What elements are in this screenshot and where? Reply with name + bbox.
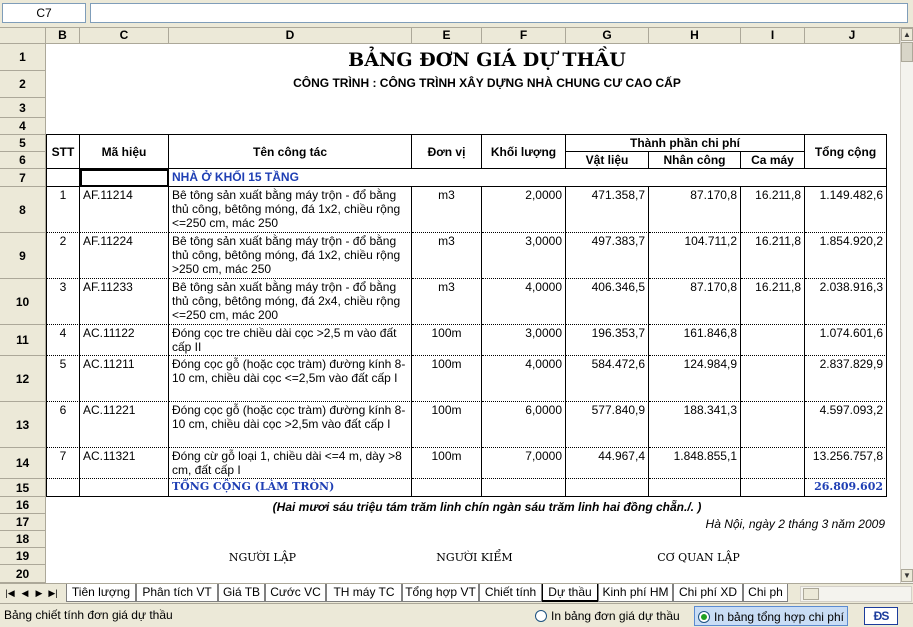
item-3-vl[interactable]: 406.346,5 [566, 279, 649, 325]
sheet-tab-10[interactable]: Chi phí XD [673, 584, 743, 602]
item-2-kl[interactable]: 3,0000 [482, 233, 566, 279]
item-3-ten[interactable]: Bê tông sản xuất bằng máy trộn - đổ bằng thủ công, bêtông móng, đá 2x4, chiều rộng <=250 cm, mác 200 [169, 279, 412, 325]
item-6-stt[interactable]: 6 [47, 402, 80, 448]
section-label: NHÀ Ở KHỐI 15 TẦNG [169, 169, 887, 187]
radio-unselected-icon[interactable] [535, 610, 547, 622]
signature-agency: CƠ QUAN LẬP [657, 551, 740, 564]
item-4-ma[interactable]: AC.11122 [80, 325, 169, 356]
item-5-tc[interactable]: 2.837.829,9 [805, 356, 887, 402]
cell-f15 [482, 479, 566, 497]
cell-b15 [47, 479, 80, 497]
sheet-tab-7[interactable]: Chiết tính [479, 584, 542, 602]
item-5-ten[interactable]: Đóng cọc gỗ (hoặc cọc tràm) đường kính 8-10 cm, chiều dài cọc <=2,5m vào đất cấp I [169, 356, 412, 402]
item-1-cm[interactable]: 16.211,8 [741, 187, 805, 233]
item-7-kl[interactable]: 7,0000 [482, 448, 566, 479]
signature-preparer: NGƯỜI LẬP [228, 551, 297, 564]
column-header-i[interactable]: I [741, 28, 805, 44]
item-6-dv[interactable]: 100m [412, 402, 482, 448]
select-all-corner[interactable] [0, 28, 46, 44]
cell-i15 [741, 479, 805, 497]
row-header-4[interactable]: 4 [0, 118, 46, 135]
status-bar [0, 603, 913, 627]
scroll-down-icon[interactable]: ▼ [901, 569, 913, 582]
header-ma-hieu: Mã hiệu [80, 135, 169, 169]
hscroll-thumb[interactable] [803, 588, 819, 600]
date-line: Hà Nội, ngày 2 tháng 3 năm 2009 [705, 517, 885, 531]
cell-c15 [80, 479, 169, 497]
item-4-nc[interactable]: 161.846,8 [649, 325, 741, 356]
prev-sheet-icon[interactable]: ◀ [21, 588, 29, 598]
row-header-11[interactable]: 11 [0, 325, 46, 356]
header-don-vi: Đơn vị [412, 135, 482, 169]
item-7-cm[interactable] [741, 448, 805, 479]
last-sheet-icon[interactable]: ▶| [48, 588, 58, 598]
total-label: TỔNG CỘNG (LÀM TRÒN) [169, 479, 412, 497]
item-5-kl[interactable]: 4,0000 [482, 356, 566, 402]
item-2-nc[interactable]: 104.711,2 [649, 233, 741, 279]
item-6-nc[interactable]: 188.341,3 [649, 402, 741, 448]
signature-checker: NGƯỜI KIỂM [436, 551, 513, 564]
header-vat-lieu: Vật liệu [566, 152, 649, 169]
item-6-kl[interactable]: 6,0000 [482, 402, 566, 448]
amount-in-words: (Hai mươi sáu triệu tám trăm linh chín ngàn sáu trăm linh hai đồng chẵn./. ) [272, 500, 702, 514]
item-7-ma[interactable]: AC.11321 [80, 448, 169, 479]
item-2-ten[interactable]: Bê tông sản xuất bằng máy trộn - đổ bằng thủ công, bêtông móng, đá 1x2, chiều rộng >250 cm, mác 250 [169, 233, 412, 279]
column-header-j[interactable]: J [805, 28, 900, 44]
item-6-vl[interactable]: 577.840,9 [566, 402, 649, 448]
document-title: BẢNG ĐƠN GIÁ DỰ THẦU [348, 49, 626, 71]
scroll-up-icon[interactable]: ▲ [901, 28, 913, 41]
header-tong-cong: Tổng cộng [805, 135, 887, 169]
item-1-nc[interactable]: 87.170,8 [649, 187, 741, 233]
item-2-cm[interactable]: 16.211,8 [741, 233, 805, 279]
column-header-f[interactable]: F [482, 28, 566, 44]
item-4-kl[interactable]: 3,0000 [482, 325, 566, 356]
item-6-ma[interactable]: AC.11221 [80, 402, 169, 448]
cell-e15 [412, 479, 482, 497]
sheet-tab-4[interactable]: Cước VC [265, 584, 326, 602]
item-4-stt[interactable]: 4 [47, 325, 80, 356]
item-3-kl[interactable]: 4,0000 [482, 279, 566, 325]
sheet-tab-8[interactable]: Dự thầu [542, 584, 598, 602]
radio-selected-icon[interactable] [698, 611, 710, 623]
item-3-cm[interactable]: 16.211,8 [741, 279, 805, 325]
item-2-ma[interactable]: AF.11224 [80, 233, 169, 279]
item-7-tc[interactable]: 13.256.757,8 [805, 448, 887, 479]
item-1-ma[interactable]: AF.11214 [80, 187, 169, 233]
vertical-scrollbar[interactable] [900, 28, 913, 583]
item-4-dv[interactable]: 100m [412, 325, 482, 356]
item-1-dv[interactable]: m3 [412, 187, 482, 233]
item-5-stt[interactable]: 5 [47, 356, 80, 402]
sheet-tab-9[interactable]: Kinh phí HM [598, 584, 673, 602]
row-header-6[interactable]: 6 [0, 152, 46, 169]
row-header-5[interactable]: 5 [0, 135, 46, 152]
item-5-vl[interactable]: 584.472,6 [566, 356, 649, 402]
first-sheet-icon[interactable]: |◀ [5, 588, 15, 598]
item-6-cm[interactable] [741, 402, 805, 448]
sheet-tab-3[interactable]: Giá TB [218, 584, 265, 602]
status-text: Bảng chiết tính đơn giá dự thầu [4, 608, 173, 622]
item-5-nc[interactable]: 124.984,9 [649, 356, 741, 402]
item-7-vl[interactable]: 44.967,4 [566, 448, 649, 479]
header-ten-cong-tac: Tên công tác [169, 135, 412, 169]
next-sheet-icon[interactable]: ▶ [35, 588, 43, 598]
item-1-kl[interactable]: 2,0000 [482, 187, 566, 233]
column-header-b[interactable]: B [46, 28, 80, 44]
item-6-tc[interactable]: 4.597.093,2 [805, 402, 887, 448]
row-header-17[interactable]: 17 [0, 514, 46, 531]
sheet-tab-5[interactable]: TH máy TC [326, 584, 402, 602]
column-header-h[interactable]: H [649, 28, 741, 44]
print-summary-option[interactable] [694, 606, 848, 626]
sheet-tab-2[interactable]: Phân tích VT [136, 584, 218, 602]
row-header-19[interactable]: 19 [0, 548, 46, 565]
app-logo-icon: ĐS [864, 607, 898, 625]
item-1-stt[interactable]: 1 [47, 187, 80, 233]
item-4-ten[interactable]: Đóng cọc tre chiều dài cọc >2,5 m vào đất cấp II [169, 325, 412, 356]
item-6-ten[interactable]: Đóng cọc gỗ (hoặc cọc tràm) đường kính 8-10 cm, chiều dài cọc >2,5m vào đất cấp I [169, 402, 412, 448]
item-5-cm[interactable] [741, 356, 805, 402]
row-header-9[interactable]: 9 [0, 233, 46, 279]
item-2-stt[interactable]: 2 [47, 233, 80, 279]
row-header-2[interactable]: 2 [0, 71, 46, 98]
item-3-dv[interactable]: m3 [412, 279, 482, 325]
item-4-vl[interactable]: 196.353,7 [566, 325, 649, 356]
item-1-tc[interactable]: 1.149.482,6 [805, 187, 887, 233]
row-header-10[interactable]: 10 [0, 279, 46, 325]
row-header-14[interactable]: 14 [0, 448, 46, 479]
header-khoi-luong: Khối lượng [482, 135, 566, 169]
cell-b7[interactable] [47, 169, 80, 187]
cell-h15 [649, 479, 741, 497]
row-header-3[interactable]: 3 [0, 98, 46, 118]
total-value: 26.809.602 [805, 479, 887, 497]
row-header-16[interactable]: 16 [0, 497, 46, 514]
item-5-dv[interactable]: 100m [412, 356, 482, 402]
row-header-18[interactable]: 18 [0, 531, 46, 548]
item-2-dv[interactable]: m3 [412, 233, 482, 279]
item-3-ma[interactable]: AF.11233 [80, 279, 169, 325]
name-box[interactable]: C7 [2, 3, 86, 23]
item-3-nc[interactable]: 87.170,8 [649, 279, 741, 325]
item-7-nc[interactable]: 1.848.855,1 [649, 448, 741, 479]
column-header-g[interactable]: G [566, 28, 649, 44]
header-nhan-cong: Nhân công [649, 152, 741, 169]
item-1-ten[interactable]: Bê tông sản xuất bằng máy trộn - đổ bằng thủ công, bêtông móng, đá 1x2, chiều rộng <=250 cm, mác 250 [169, 187, 412, 233]
scroll-thumb[interactable] [901, 42, 913, 62]
print-unit-price-label: In bảng đơn giá dự thầu [551, 609, 680, 623]
header-stt: STT [47, 135, 80, 169]
item-1-vl[interactable]: 471.358,7 [566, 187, 649, 233]
column-header-e[interactable]: E [412, 28, 482, 44]
column-header-c[interactable]: C [80, 28, 169, 44]
column-header-d[interactable]: D [169, 28, 412, 44]
formula-bar [0, 0, 913, 28]
horizontal-scrollbar[interactable] [800, 586, 912, 602]
sheet-tab-11[interactable]: Chi ph [743, 584, 788, 602]
cell-g15 [566, 479, 649, 497]
item-4-tc[interactable]: 1.074.601,6 [805, 325, 887, 356]
sheet-tab-6[interactable]: Tổng hợp VT [402, 584, 479, 602]
selected-cell-c7[interactable] [80, 169, 169, 187]
print-unit-price-option[interactable] [535, 606, 680, 626]
item-3-tc[interactable]: 2.038.916,3 [805, 279, 887, 325]
row-header-20[interactable]: 20 [0, 565, 46, 583]
item-7-ten[interactable]: Đóng cừ gỗ loại 1, chiều dài <=4 m, dày >8 cm, đất cấp I [169, 448, 412, 479]
document-subtitle: CÔNG TRÌNH : CÔNG TRÌNH XÂY DỰNG NHÀ CHUNG CƯ CAO CẤP [293, 76, 681, 90]
row-header-8[interactable]: 8 [0, 187, 46, 233]
header-thanh-phan-chi-phi: Thành phần chi phí [566, 135, 805, 152]
spreadsheet-grid[interactable] [0, 28, 900, 583]
print-summary-label: In bảng tổng hợp chi phí [714, 610, 844, 624]
row-header-1[interactable]: 1 [0, 44, 46, 71]
item-5-ma[interactable]: AC.11211 [80, 356, 169, 402]
row-header-12[interactable]: 12 [0, 356, 46, 402]
item-2-vl[interactable]: 497.383,7 [566, 233, 649, 279]
item-7-stt[interactable]: 7 [47, 448, 80, 479]
row-header-15[interactable]: 15 [0, 479, 46, 497]
header-ca-may: Ca máy [741, 152, 805, 169]
item-4-cm[interactable] [741, 325, 805, 356]
item-3-stt[interactable]: 3 [47, 279, 80, 325]
formula-input[interactable] [90, 3, 908, 23]
sheet-tab-bar [0, 583, 913, 603]
item-2-tc[interactable]: 1.854.920,2 [805, 233, 887, 279]
item-7-dv[interactable]: 100m [412, 448, 482, 479]
row-header-13[interactable]: 13 [0, 402, 46, 448]
row-header-7[interactable]: 7 [0, 169, 46, 187]
sheet-tab-1[interactable]: Tiên lượng [66, 584, 136, 602]
